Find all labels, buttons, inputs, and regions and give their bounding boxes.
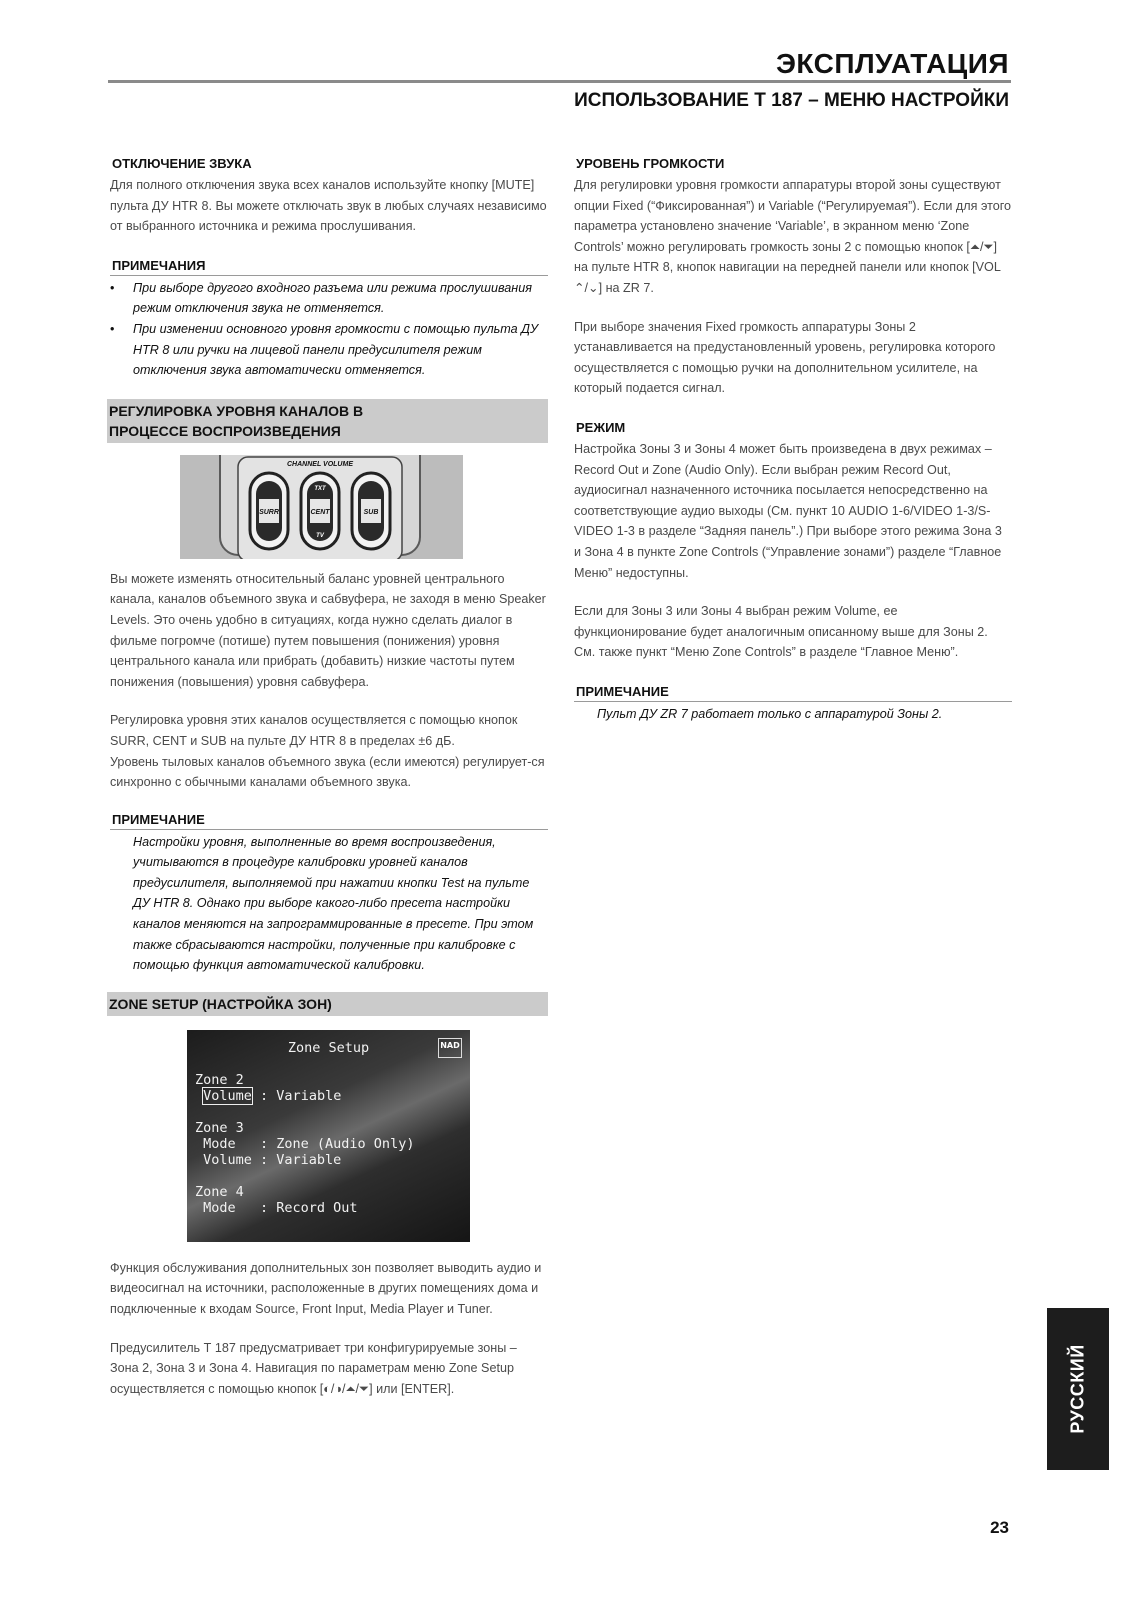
header-divider <box>108 80 1011 83</box>
screen-zone3-mode: Mode : Zone (Audio Only) <box>195 1135 415 1152</box>
channel-levels-heading-line2: ПРОЦЕССЕ ВОСПРОИЗВЕДЕНИЯ <box>109 422 341 439</box>
screen-zone3-label: Zone 3 <box>195 1119 244 1136</box>
mode-para1: Настройка Зоны 3 и Зоны 4 может быть произведена в двух режимах – Record Out и Zone (Audio Only). Если выбран режим Record Out, аудиосигнал назначенного источника посылается непосредственно на соответствующие аудио выходы (См. пункт 10 AUDIO 1-6/VIDEO 1-3/S-VIDEO 1-3 в разделе “Задняя панель”.) При выборе этого режима Зона 3 и Зона 4 в пункте Zone Controls (“Управление зонами”) разделе “Главное Меню” недоступны. <box>574 441 1002 580</box>
section-subtitle: ИСПОЛЬЗОВАНИЕ Т 187 – МЕНЮ НАСТРОЙКИ <box>574 90 1009 111</box>
mode-heading: РЕЖИМ <box>576 419 626 435</box>
screen-volume-value: : Variable <box>251 1087 342 1104</box>
note-text: При выборе другого входного разъема или режима прослушивания режим отключения звука не отменяется. <box>133 280 532 316</box>
channel-volume-label: CHANNEL VOLUME <box>287 460 353 468</box>
tv-label: TV <box>316 532 324 539</box>
mode-para2a: Если для Зоны 3 или Зоны 4 выбран режим Volume, ее функционирование будет аналогичным описанному выше для Зоны 2. <box>574 604 988 639</box>
screen-zone4-label: Zone 4 <box>195 1183 244 1200</box>
surr-button <box>250 473 288 549</box>
sub-button <box>352 473 390 549</box>
language-tab <box>1047 1308 1109 1470</box>
notes-list <box>110 278 548 381</box>
cent-button <box>301 473 339 549</box>
note-item: • При выборе другого входного разъема или режима прослушивания режим отключения звука не отменяется. <box>110 280 532 316</box>
channel-levels-para2a: Регулировка уровня этих каналов осуществляется с помощью кнопок SURR, CENT и SUB на пульте ДУ HTR 8 в пределах ±6 дБ. <box>110 713 518 748</box>
note-body: Настройки уровня, выполненные во время воспроизведения, учитываются в процедуре калибровки уровней каналов предусилителя, выполняемой при нажатии кнопки Test на пульте ДУ HTR 8. Однако при выборе какого-либо пресета настройки каналов меняются на запрограммированные в пресете. При этом также сбрасываются настройки, полученные при калибровке с помощью функция автоматической калибровки. <box>133 834 534 973</box>
channel-levels-para2b: Уровень тыловых каналов объемного звука (если имеются) регулирует-ся синхронно с обычными каналами объемного звука. <box>110 754 545 790</box>
zone-setup-para1: Функция обслуживания дополнительных зон позволяет выводить аудио и видеосигнал на источники, расположенные в других помещениях дома и подключенные к входам Source, Front Input, Media Player и Tuner. <box>110 1260 542 1317</box>
left-column <box>110 155 548 1399</box>
mode-para2b: См. также пункт “Меню Zone Controls” в разделе “Главное Меню”. <box>574 645 959 660</box>
mute-text: Для полного отключения звука всех каналов используйте кнопку [MUTE] пульта ДУ HTR 8. Вы можете отключать звук в любых случаях независимо от выбранного источника и режима прослушивания. <box>110 178 547 234</box>
note-heading: ПРИМЕЧАНИЕ <box>110 811 548 830</box>
section-title: ЭКСПЛУАТАЦИЯ <box>775 48 1009 79</box>
sub-button-label: SUB <box>363 508 379 516</box>
screen-title: Zone Setup <box>287 1039 370 1056</box>
note-body: Пульт ДУ ZR 7 работает только с аппаратурой Зоны 2. <box>597 706 943 721</box>
right-column <box>574 155 1012 724</box>
volume-para1: Для регулировки уровня громкости аппаратуры второй зоны существуют опции Fixed (“Фиксированная”) и Variable (“Регулируемая”). Если для этого параметра установлено значение ‘Variable’, в экранном меню ‘Zone Controls’ можно регулировать громкость зоны 2 с помощью кнопок [⏶/⏷] на пульте HTR 8, кнопок навигации на передней панели или кнопок [VOL ⌃/⌄] на ZR 7. <box>574 178 1012 295</box>
zone-setup-heading: ZONE SETUP (НАСТРОЙКА ЗОН) <box>107 992 548 1016</box>
mute-heading: ОТКЛЮЧЕНИЕ ЗВУКА <box>112 156 252 171</box>
surr-button-label: SURR <box>259 508 279 516</box>
nad-logo: NAD <box>438 1038 462 1058</box>
screen-zone2-volume <box>195 1088 341 1104</box>
zone-setup-para2: Предусилитель Т 187 предусматривает три конфигурируемые зоны – Зона 2, Зона 3 и Зона 4. Навигация по параметрам меню Zone Setup осуществляется с помощью кнопок [◐/◑/⏶/⏷] или [ENTER]. <box>110 1340 517 1396</box>
channel-levels-heading-line1: РЕГУЛИРОВКА УРОВНЯ КАНАЛОВ В <box>109 402 364 419</box>
note-item: • При изменении основного уровня громкости с помощью пульта ДУ HTR 8 или ручки на лицевой панели предусилителя режим отключения звука автоматически отменяется. <box>110 321 539 378</box>
cent-button-label: CENT <box>310 508 330 516</box>
screen-volume-selected: Volume <box>203 1087 252 1104</box>
zone-setup-screen <box>187 1030 470 1242</box>
channel-levels-heading <box>107 399 548 443</box>
remote-channel-volume-image <box>180 455 463 559</box>
screen-zone3-volume: Volume : Variable <box>195 1151 342 1168</box>
page-number: 23 <box>990 1518 1009 1537</box>
note-heading: ПРИМЕЧАНИЕ <box>574 683 1012 702</box>
notes-heading: ПРИМЕЧАНИЯ <box>110 257 548 276</box>
volume-para2: При выборе значения Fixed громкость аппаратуры Зоны 2 устанавливается на предустановленный уровень, регулировка которого осуществляется с помощью ручки на дополнительном усилителе, на который подается сигнал. <box>574 319 996 396</box>
note-text: При изменении основного уровня громкости с помощью пульта ДУ HTR 8 или ручки на лицевой панели предусилителя режим отключения звука автоматически отменяется. <box>133 321 539 378</box>
txt-label: TXT <box>314 485 326 492</box>
screen-zone4-mode: Mode : Record Out <box>195 1199 358 1216</box>
screen-zone2-label: Zone 2 <box>195 1071 244 1088</box>
channel-levels-para1: Вы можете изменять относительный баланс уровней центрального канала, каналов объемного звука и сабвуфера, не заходя в меню Speaker Levels. Это очень удобно в ситуациях, когда нужно сделать диалог в фильме погромче (потише) путем повышения (понижения) уровня центрального канала или прибрать (добавить) низкие частоты путем понижения (повышения) уровня сабвуфера. <box>110 571 546 689</box>
remote-illustration <box>180 455 463 559</box>
language-label: РУССКИЙ <box>1067 1344 1088 1434</box>
volume-heading: УРОВЕНЬ ГРОМКОСТИ <box>576 156 725 171</box>
